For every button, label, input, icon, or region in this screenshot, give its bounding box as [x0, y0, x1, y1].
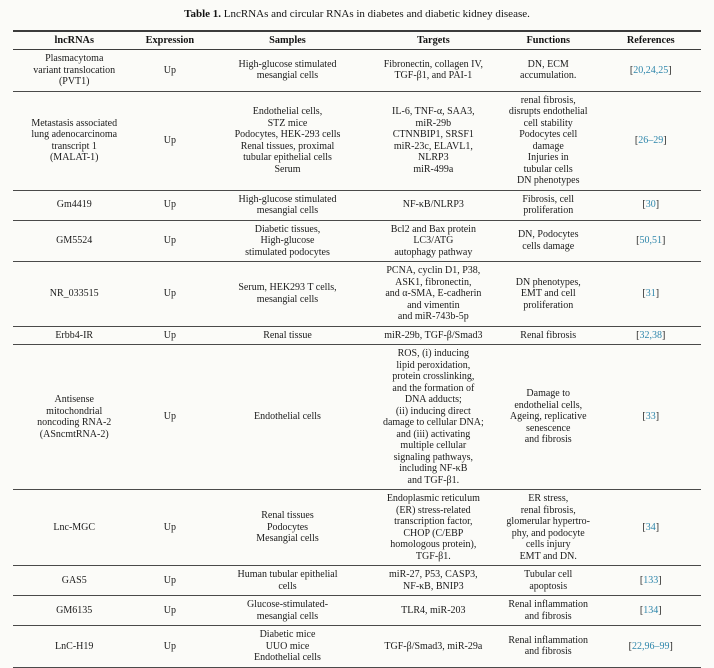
- cell-line: Up: [163, 640, 176, 652]
- functions-cell: [496, 91, 601, 190]
- samples-cell: [204, 345, 370, 490]
- cell-line: cells injury: [525, 539, 571, 550]
- cell-line: and fibrosis: [524, 434, 572, 446]
- cell-line: Plasmacytoma: [45, 53, 104, 64]
- reference-bracket-close: ]: [669, 640, 673, 652]
- table-caption-text: LncRNAs and circular RNAs in diabetes and diabetic kidney disease.: [221, 8, 530, 20]
- samples-cell: [204, 262, 370, 327]
- cell-line: apoptosis: [529, 580, 568, 592]
- references-cell: [601, 626, 702, 668]
- cell-line: Endothelial cells,: [252, 106, 323, 117]
- references-cell: [601, 190, 702, 220]
- functions-cell: [496, 326, 601, 345]
- cell-line: cell stability: [523, 117, 573, 129]
- references-cell: [601, 326, 702, 345]
- references-cell: [601, 345, 702, 490]
- expression-cell: [135, 345, 204, 490]
- reference-bracket-open: [: [639, 574, 644, 586]
- cell-line: homologous protein),: [390, 539, 477, 550]
- samples-cell: [204, 326, 370, 345]
- cell-line: UUO mice: [265, 640, 310, 652]
- cell-line: LC3/ATG: [413, 235, 454, 246]
- cell-line: Injuries in: [527, 152, 569, 163]
- cell-line: autophagy pathway: [394, 246, 473, 258]
- expression-cell: [135, 262, 204, 327]
- reference-link[interactable]: 26–29: [638, 134, 664, 146]
- targets-cell: [371, 190, 496, 220]
- cell-line: Renal tissues, proximal: [240, 140, 335, 152]
- cell-line: variant translocation: [33, 64, 116, 76]
- cell-line: (MALAT-1): [49, 152, 99, 163]
- table-caption-label: Table 1.: [184, 8, 222, 20]
- cell-line: Lnc-MGC: [53, 521, 96, 533]
- cell-line: Up: [163, 288, 176, 299]
- reference-link[interactable]: 30: [645, 199, 656, 211]
- cell-line: Diabetic mice: [259, 629, 316, 640]
- reference-bracket-close: ]: [662, 329, 666, 341]
- reference-bracket-open: [: [636, 329, 640, 341]
- table-body: [13, 50, 701, 668]
- cell-line: noncoding RNA-2: [37, 417, 112, 428]
- targets-cell: [371, 91, 496, 190]
- targets-cell: [371, 345, 496, 490]
- cell-line: Endoplasmic reticulum: [386, 493, 480, 504]
- cell-line: including NF-κB: [399, 463, 468, 474]
- cell-line: miR-29b, TGF-β/Smad3: [384, 329, 483, 341]
- cell-line: Fibrosis, cell: [522, 193, 575, 205]
- lncrna-name-cell: [13, 326, 135, 345]
- cell-line: DN phenotypes,: [515, 276, 581, 288]
- cell-line: lung adenocarcinoma: [31, 129, 118, 140]
- cell-line: Renal inflammation: [508, 634, 589, 646]
- reference-bracket-close: ]: [658, 604, 662, 616]
- cell-line: multiple cellular: [400, 440, 467, 451]
- reference-link[interactable]: 22,96–99: [632, 640, 670, 652]
- cell-line: High-glucose stimulated: [238, 193, 337, 205]
- cell-line: transcription factor,: [394, 516, 473, 527]
- cell-line: mesangial cells: [256, 70, 319, 82]
- functions-cell: [496, 626, 601, 668]
- cell-line: miR-29b: [415, 117, 452, 129]
- reference-link[interactable]: 33: [645, 411, 656, 423]
- samples-cell: [204, 626, 370, 668]
- cell-line: PCNA, cyclin D1, P38,: [386, 265, 481, 276]
- cell-line: Diabetic tissues,: [254, 223, 321, 235]
- table-row: [13, 91, 701, 190]
- cell-line: lipid peroxidation,: [396, 359, 471, 371]
- expression-cell: [135, 596, 204, 626]
- table-row: [13, 50, 701, 92]
- lncrna-name-cell: [13, 345, 135, 490]
- cell-line: ROS, (i) inducing: [397, 348, 470, 359]
- cell-line: DN, Podocytes: [517, 229, 579, 241]
- column-header-lncrnas: lncRNAs: [13, 31, 135, 50]
- reference-bracket-open: [: [636, 235, 640, 246]
- cell-line: Ageing, replicative: [509, 411, 587, 423]
- cell-line: NF-κB/NLRP3: [402, 199, 464, 211]
- cell-line: Endothelial cells: [254, 652, 321, 663]
- expression-cell: [135, 50, 204, 92]
- cell-line: (ii) inducing direct: [395, 405, 471, 417]
- cell-line: mesangial cells: [256, 205, 319, 216]
- cell-line: cells damage: [522, 240, 575, 252]
- cell-line: and miR-743b-5p: [397, 311, 469, 322]
- reference-link[interactable]: 133: [643, 574, 659, 586]
- cell-line: damage to cellular DNA;: [382, 417, 484, 428]
- references-cell: [601, 91, 702, 190]
- cell-line: and fibrosis: [524, 646, 572, 658]
- targets-cell: [371, 220, 496, 262]
- cell-line: miR-499a: [413, 163, 454, 175]
- expression-cell: [135, 91, 204, 190]
- cell-line: CTNNBIP1, SRSF1: [392, 129, 474, 140]
- cell-line: NLRP3: [418, 152, 449, 163]
- cell-line: ASK1, fibronectin,: [395, 276, 472, 288]
- expression-cell: [135, 326, 204, 345]
- cell-line: Renal tissues: [261, 510, 314, 522]
- reference-link[interactable]: 20,24,25: [633, 64, 669, 76]
- cell-line: glomerular hypertro-: [506, 516, 591, 527]
- cell-line: Podocytes: [266, 521, 309, 533]
- cell-line: cells: [278, 580, 297, 592]
- references-cell: [601, 262, 702, 327]
- cell-line: stimulated podocytes: [245, 246, 330, 258]
- references-cell: [601, 220, 702, 262]
- reference-bracket-open: [: [628, 640, 632, 652]
- reference-bracket-close: ]: [662, 235, 666, 246]
- cell-line: miR-27, P53, CASP3,: [389, 569, 478, 580]
- samples-cell: [204, 490, 370, 566]
- table-row: [13, 326, 701, 345]
- functions-cell: [496, 262, 601, 327]
- cell-line: disrupts endothelial: [508, 106, 588, 117]
- table-row: [13, 596, 701, 626]
- cell-line: Glucose-stimulated-: [246, 599, 329, 610]
- cell-line: protein crosslinking,: [392, 371, 475, 382]
- expression-cell: [135, 626, 204, 668]
- cell-line: Up: [163, 521, 176, 533]
- cell-line: EMT and DN.: [519, 550, 577, 562]
- cell-line: and vimentin: [407, 299, 460, 311]
- targets-cell: [371, 490, 496, 566]
- cell-line: Up: [163, 411, 176, 423]
- cell-line: High-glucose: [260, 235, 315, 246]
- lncrna-table: [13, 30, 701, 668]
- samples-cell: [204, 596, 370, 626]
- expression-cell: [135, 566, 204, 596]
- reference-bracket-close: ]: [655, 411, 660, 423]
- cell-line: Bcl2 and Bax protein: [390, 223, 476, 235]
- reference-bracket-close: ]: [658, 574, 662, 586]
- cell-line: EMT and cell: [520, 288, 576, 299]
- lncrna-name-cell: [13, 91, 135, 190]
- targets-cell: [371, 566, 496, 596]
- reference-link[interactable]: 31: [645, 288, 656, 299]
- cell-line: LnC-H19: [55, 640, 94, 652]
- lncrna-name-cell: [13, 190, 135, 220]
- reference-bracket-open: [: [634, 134, 639, 146]
- cell-line: TGF-β1.: [415, 550, 451, 562]
- cell-line: DNA adducts;: [404, 394, 462, 405]
- samples-cell: [204, 91, 370, 190]
- cell-line: Erbb4-IR: [55, 329, 94, 341]
- functions-cell: [496, 596, 601, 626]
- cell-line: Damage to: [526, 388, 571, 400]
- table-row: [13, 190, 701, 220]
- cell-line: tubular cells: [523, 163, 573, 175]
- table-caption: [13, 7, 701, 21]
- reference-bracket-open: [: [639, 604, 644, 616]
- table-row: [13, 626, 701, 668]
- cell-line: Renal tissue: [263, 329, 312, 341]
- cell-line: Human tubular epithelial: [237, 569, 338, 580]
- functions-cell: [496, 345, 601, 490]
- cell-line: GM6135: [56, 604, 93, 616]
- cell-line: TLR4, miR-203: [401, 604, 466, 616]
- cell-line: Mesangial cells: [256, 533, 319, 545]
- reference-bracket-close: ]: [655, 199, 660, 211]
- cell-line: senescence: [526, 422, 571, 434]
- reference-bracket-close: ]: [668, 64, 672, 76]
- cell-line: phy, and podocyte: [511, 527, 585, 539]
- cell-line: Tubular cell: [524, 569, 573, 580]
- reference-bracket-close: ]: [663, 134, 667, 146]
- cell-line: Up: [163, 235, 176, 246]
- functions-cell: [496, 190, 601, 220]
- cell-line: damage: [532, 140, 564, 152]
- reference-bracket-close: ]: [655, 288, 660, 299]
- cell-line: TGF-β/Smad3, miR-29a: [384, 640, 483, 652]
- table-row: [13, 262, 701, 327]
- lncrna-name-cell: [13, 490, 135, 566]
- reference-link[interactable]: 32,38: [639, 329, 662, 341]
- expression-cell: [135, 190, 204, 220]
- cell-line: NR_033515: [49, 288, 99, 299]
- cell-line: Renal inflammation: [508, 599, 589, 610]
- table-row: [13, 220, 701, 262]
- reference-bracket-open: [: [642, 199, 646, 211]
- cell-line: mesangial cells: [256, 293, 319, 305]
- column-header-expression: Expression: [135, 31, 204, 50]
- cell-line: Fibronectin, collagen IV,: [383, 58, 483, 70]
- table-header-row: [13, 31, 701, 50]
- lncrna-name-cell: [13, 566, 135, 596]
- cell-line: GM5524: [56, 235, 93, 246]
- cell-line: transcript 1: [51, 140, 97, 152]
- cell-line: and TGF-β1.: [407, 474, 460, 486]
- cell-line: Up: [163, 329, 176, 341]
- column-header-targets: Targets: [371, 31, 496, 50]
- lncrna-name-cell: [13, 262, 135, 327]
- reference-link[interactable]: 34: [645, 521, 656, 533]
- cell-line: Podocytes, HEK-293 cells: [234, 129, 341, 140]
- cell-line: (ASncmtRNA-2): [39, 428, 109, 440]
- cell-line: (PVT1): [58, 76, 90, 87]
- cell-line: High-glucose stimulated: [238, 58, 337, 70]
- cell-line: renal fibrosis,: [520, 504, 576, 516]
- references-cell: [601, 596, 702, 626]
- cell-line: TGF-β1, and PAI-1: [394, 70, 473, 82]
- cell-line: Renal fibrosis: [520, 329, 577, 341]
- reference-bracket-open: [: [642, 521, 646, 533]
- reference-bracket-open: [: [642, 411, 646, 423]
- cell-line: and (iii) activating: [396, 428, 471, 440]
- table-row: [13, 566, 701, 596]
- cell-line: tubular epithelial cells: [243, 152, 332, 163]
- column-header-functions: Functions: [496, 31, 601, 50]
- table-row: [13, 345, 701, 490]
- samples-cell: [204, 566, 370, 596]
- cell-line: proliferation: [523, 299, 574, 311]
- cell-line: ER stress,: [528, 493, 569, 504]
- cell-line: miR-23c, ELAVL1,: [393, 140, 473, 152]
- cell-line: Up: [163, 199, 176, 211]
- cell-line: mitochondrial: [46, 405, 103, 417]
- reference-link[interactable]: 134: [643, 604, 659, 616]
- functions-cell: [496, 490, 601, 566]
- reference-bracket-open: [: [629, 64, 634, 76]
- cell-line: Podocytes cell: [519, 129, 578, 140]
- cell-line: Metastasis associated: [31, 117, 118, 129]
- cell-line: accumulation.: [520, 70, 577, 82]
- lncrna-name-cell: [13, 626, 135, 668]
- reference-link[interactable]: 50,51: [639, 235, 662, 246]
- cell-line: proliferation: [523, 205, 574, 216]
- targets-cell: [371, 326, 496, 345]
- cell-line: Up: [163, 574, 176, 586]
- cell-line: signaling pathways,: [393, 451, 474, 463]
- cell-line: endothelial cells,: [514, 399, 583, 411]
- column-header-references: References: [601, 31, 702, 50]
- expression-cell: [135, 220, 204, 262]
- samples-cell: [204, 190, 370, 220]
- cell-line: Serum: [274, 163, 301, 175]
- cell-line: mesangial cells: [256, 610, 319, 622]
- expression-cell: [135, 490, 204, 566]
- functions-cell: [496, 220, 601, 262]
- cell-line: renal fibrosis,: [520, 94, 576, 106]
- cell-line: Up: [163, 604, 176, 616]
- reference-bracket-open: [: [642, 288, 646, 299]
- references-cell: [601, 566, 702, 596]
- cell-line: IL-6, TNF-α, SAA3,: [392, 106, 475, 117]
- functions-cell: [496, 50, 601, 92]
- cell-line: GAS5: [61, 574, 87, 586]
- reference-bracket-close: ]: [655, 521, 660, 533]
- cell-line: CHOP (C/EBP: [403, 527, 464, 539]
- cell-line: Gm4419: [56, 199, 92, 211]
- cell-line: Up: [163, 134, 176, 146]
- cell-line: and fibrosis: [524, 610, 572, 622]
- targets-cell: [371, 50, 496, 92]
- samples-cell: [204, 220, 370, 262]
- cell-line: (ER) stress-related: [395, 504, 471, 516]
- functions-cell: [496, 566, 601, 596]
- cell-line: and the formation of: [392, 382, 475, 394]
- cell-line: NF-κB, BNIP3: [403, 580, 464, 592]
- cell-line: STZ mice: [267, 117, 308, 129]
- targets-cell: [371, 596, 496, 626]
- cell-line: Endothelial cells: [254, 411, 321, 423]
- references-cell: [601, 50, 702, 92]
- cell-line: Up: [163, 64, 176, 76]
- cell-line: Serum, HEK293 T cells,: [238, 282, 337, 294]
- lncrna-name-cell: [13, 220, 135, 262]
- targets-cell: [371, 262, 496, 327]
- lncrna-name-cell: [13, 596, 135, 626]
- references-cell: [601, 490, 702, 566]
- column-header-samples: Samples: [204, 31, 370, 50]
- cell-line: DN, ECM: [527, 58, 569, 70]
- table-row: [13, 490, 701, 566]
- cell-line: Antisense: [54, 394, 94, 405]
- targets-cell: [371, 626, 496, 668]
- cell-line: and α-SMA, E-cadherin: [385, 288, 482, 299]
- samples-cell: [204, 50, 370, 92]
- lncrna-name-cell: [13, 50, 135, 92]
- cell-line: DN phenotypes: [516, 175, 580, 186]
